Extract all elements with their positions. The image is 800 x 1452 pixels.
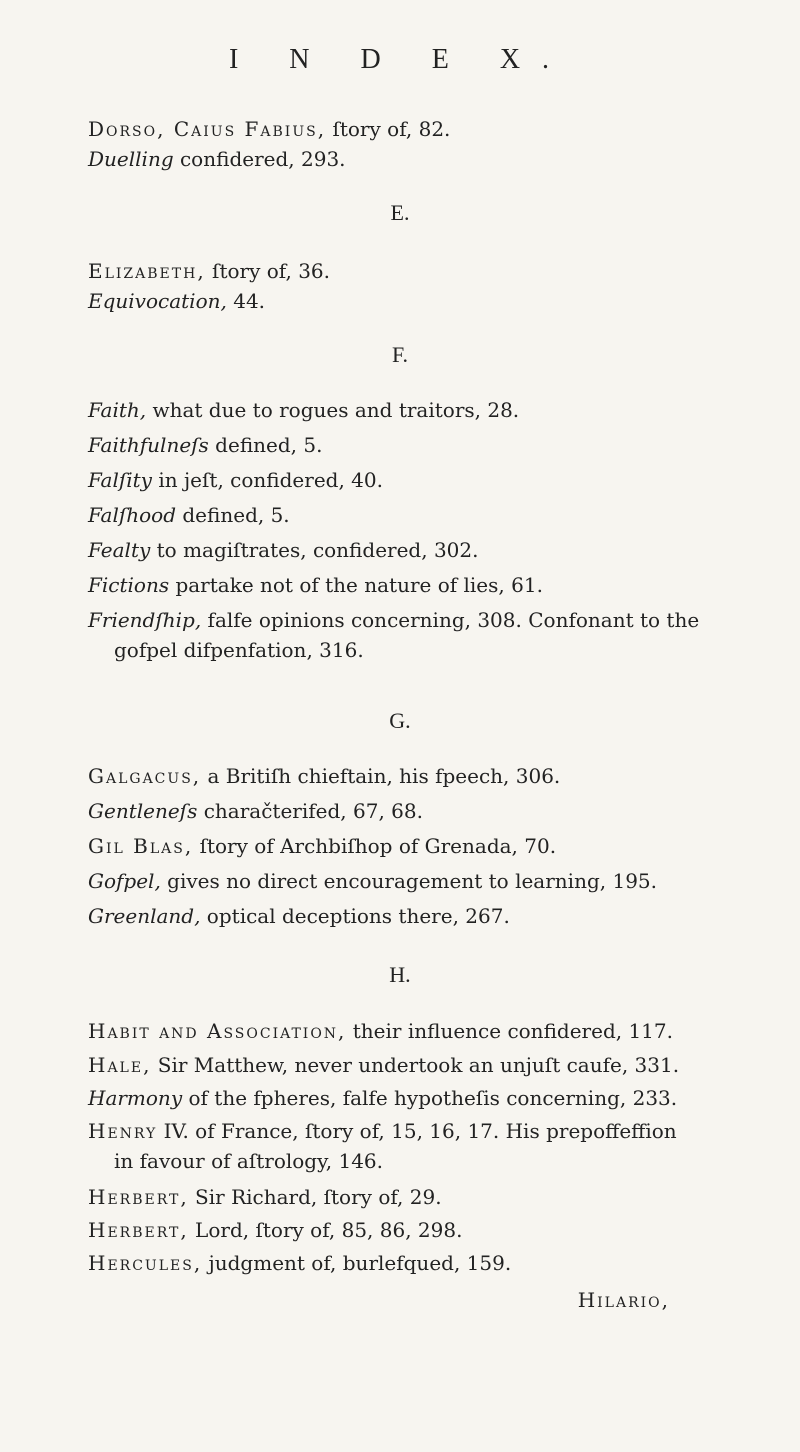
entry-head: Fealty: [88, 538, 151, 562]
entry-text: their influence confidered, 117.: [346, 1019, 673, 1043]
entry-text: 44.: [226, 289, 266, 313]
index-entry: [88, 796, 423, 826]
entry-text: in jeſt, confidered, 40.: [151, 468, 383, 492]
index-entry: [88, 1215, 462, 1245]
entry-head: Greenland,: [88, 904, 201, 928]
entry-head: Herbert,: [88, 1218, 189, 1242]
entry-head: Falſity: [88, 468, 152, 492]
entry-head: Herbert,: [88, 1185, 189, 1209]
index-entry: [88, 1248, 511, 1278]
index-entry: [88, 1083, 677, 1113]
entry-text: charačterifed, 67, 68.: [197, 799, 423, 823]
entry-continuation: in favour of aſtrology, 146.: [114, 1149, 383, 1173]
running-head: I N D E X.: [228, 44, 572, 75]
entry-text: judgment of, burlefqued, 159.: [202, 1251, 512, 1275]
index-entry: [88, 395, 519, 425]
entry-text: optical deceptions there, 267.: [200, 904, 510, 928]
entry-text: a Britiſh chieftain, his fpeech, 306.: [201, 764, 561, 788]
entry-head: Faithfulneſs: [88, 433, 209, 457]
section-letter: E.: [390, 200, 410, 225]
entry-text: ſtory of, 36.: [205, 259, 330, 283]
entry-head: Gil Blas,: [88, 834, 194, 858]
index-entry: [88, 570, 543, 600]
index-entry: [88, 1116, 677, 1176]
section-letter: F.: [392, 342, 408, 367]
entry-head: Henry: [88, 1119, 158, 1143]
entry-text: what due to rogues and traitors, 28.: [146, 398, 520, 422]
index-entry: [88, 761, 560, 791]
index-entry: [88, 866, 657, 896]
entry-head: Dorso, Caius Fabius,: [88, 117, 327, 141]
index-entry: [88, 430, 322, 460]
entry-head: Equivocation,: [88, 289, 227, 313]
index-entry: [88, 1050, 679, 1080]
entry-head: Elizabeth,: [88, 259, 206, 283]
entry-text: to magiſtrates, confidered, 302.: [150, 538, 479, 562]
index-entry: [88, 114, 450, 144]
entry-text: defined, 5.: [176, 503, 290, 527]
entry-head: Gofpel,: [88, 869, 161, 893]
entry-head: Hale,: [88, 1053, 152, 1077]
section-letter: G.: [389, 708, 411, 733]
entry-text: falfe opinions concerning, 308. Confonant to the: [201, 608, 700, 632]
index-entry: [88, 1016, 673, 1046]
entry-text: defined, 5.: [208, 433, 323, 457]
index-entry: [88, 831, 556, 861]
section-letter: H.: [389, 962, 411, 987]
index-entry: [88, 605, 699, 665]
entry-text: confidered, 293.: [173, 147, 346, 171]
catchword: Hilario,: [577, 1288, 670, 1312]
index-entry: [88, 144, 346, 174]
entry-head: Fictions: [88, 573, 170, 597]
entry-continuation: gofpel difpenfation, 316.: [114, 638, 364, 662]
entry-head: Gentleneſs: [88, 799, 198, 823]
index-entry: [88, 465, 383, 495]
entry-text: IV. of France, ſtory of, 15, 16, 17. His prepoffeffion: [157, 1119, 677, 1143]
entry-text: of the fpheres, falfe hypotheſis concerning, 233.: [182, 1086, 678, 1110]
entry-text: ſtory of, 82.: [326, 117, 451, 141]
entry-head: Falſhood: [88, 503, 177, 527]
entry-head: Faith,: [88, 398, 147, 422]
entry-text: ſtory of Archbiſhop of Grenada, 70.: [193, 834, 557, 858]
index-entry: [88, 535, 478, 565]
entry-head: Habit and Association,: [88, 1019, 347, 1043]
entry-head: Friendſhip,: [88, 608, 202, 632]
entry-head: Duelling: [88, 147, 174, 171]
entry-head: Galgacus,: [88, 764, 202, 788]
index-entry: [88, 901, 510, 931]
entry-head: Hercules,: [88, 1251, 203, 1275]
index-entry: [88, 256, 330, 286]
entry-text: partake not of the nature of lies, 61.: [169, 573, 543, 597]
entry-text: Sir Matthew, never undertook an unjuſt caufe, 331.: [151, 1053, 680, 1077]
entry-text: Lord, ſtory of, 85, 86, 298.: [188, 1218, 463, 1242]
index-entry: [88, 286, 265, 316]
index-entry: [88, 1182, 442, 1212]
entry-head: Harmony: [88, 1086, 183, 1110]
index-entry: [88, 500, 290, 530]
entry-text: gives no direct encouragement to learning, 195.: [160, 869, 657, 893]
entry-text: Sir Richard, ſtory of, 29.: [188, 1185, 442, 1209]
